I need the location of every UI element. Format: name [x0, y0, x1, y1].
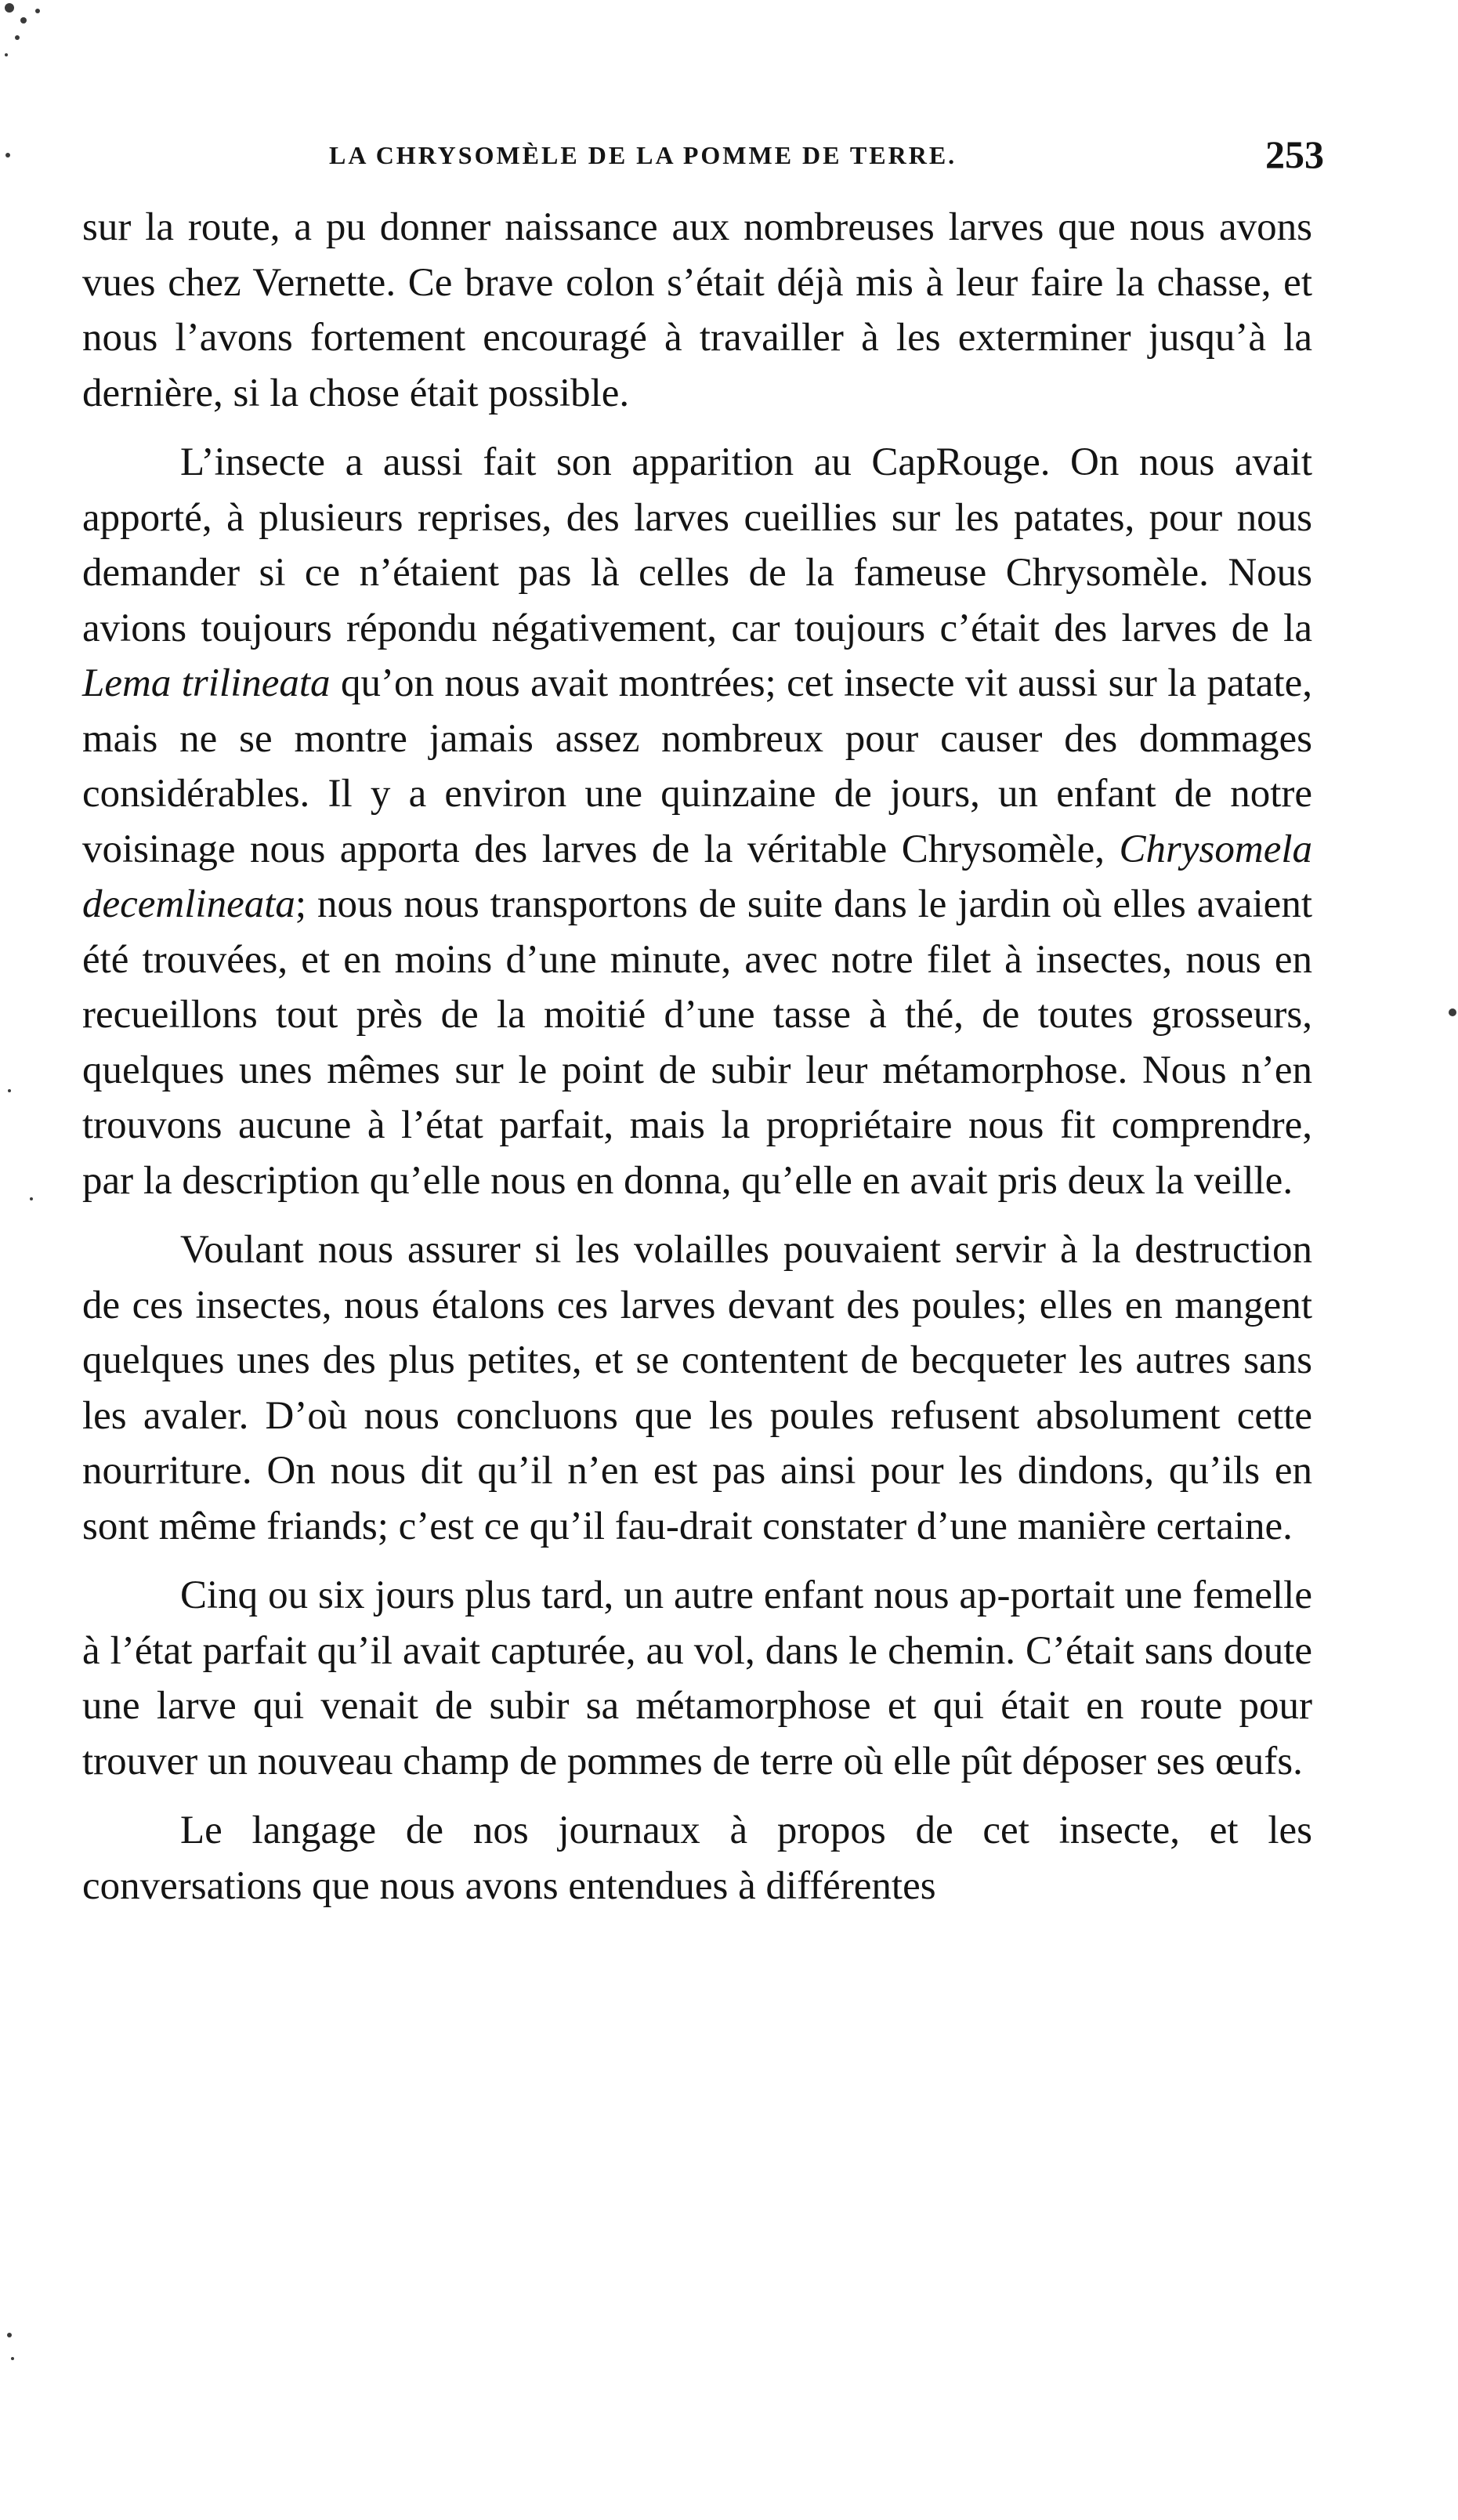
paragraph-3 — [82, 1222, 1312, 1554]
paragraph-2-text-c: ; nous nous transportons de suite dans le jardin où elles avaient été trouvées, et en moins d’une minute, avec notre filet à insectes, nous en recueillons tout près de la moitié d’une tasse à thé, de toutes grosseurs, quelques unes mêmes sur le point de subir leur métamorphose. Nous n’en trouvons aucune à l’état parfait, mais la propriétaire nous fit comprendre, par la description qu’elle nous en donna, qu’elle en avait pris deux la veille. — [82, 882, 1312, 1203]
body-text — [82, 200, 1312, 1914]
page-number: 253 — [1265, 132, 1324, 176]
running-title: LA CHRYSOMÈLE DE LA POMME DE TERRE. — [329, 141, 957, 169]
species-name-lema: Lema trilineata — [82, 661, 331, 705]
paragraph-2-text-b: qu’on nous avait montrées; cet insecte vit aussi sur la patate, mais ne se montre jamais assez nombreux pour causer des dommages considérables. Il y a environ une quinzaine de jours, un enfant de notre voisinage nous apporta des larves de la véritable Chrysomèle, — [82, 661, 1312, 871]
paragraph-2 — [82, 435, 1312, 1208]
paragraph-4 — [82, 1568, 1312, 1789]
paragraph-3-text: Voulant nous assurer si les volailles pouvaient servir à la destruction de ces insectes, nous étalons ces larves devant des poules; elles en mangent quelques unes des plus petites, et se contentent de becqueter les autres sans les avaler. D’où nous concluons que les poules refusent absolument cette nourriture. On nous dit qu’il n’en est pas ainsi pour les dindons, qu’ils en sont même friands; c’est ce qu’il fau-drait constater d’une manière certaine. — [82, 1228, 1312, 1548]
page-header — [329, 132, 1324, 186]
species-name-chrysomela: Chrysomela decemlineata — [82, 827, 1312, 926]
paragraph-1-text: sur la route, a pu donner naissance aux nombreuses larves que nous avons vues chez Vernette. Ce brave colon s’était déjà mis à leur faire la chasse, et nous l’avons fortement encouragé à travailler à les exterminer jusqu’à la dernière, si la chose était possible. — [82, 205, 1312, 415]
paragraph-4-text: Cinq ou six jours plus tard, un autre enfant nous ap-portait une femelle à l’état parfait qu’il avait capturée, au vol, dans le chemin. C’était sans doute une larve qui venait de subir sa métamorphose et qui était en route pour trouver un nouveau champ de pommes de terre où elle pût déposer ses œufs. — [82, 1573, 1312, 1783]
paragraph-5 — [82, 1803, 1312, 1914]
paragraph-5-text: Le langage de nos journaux à propos de cet insecte, et les conversations que nous avons entendues à différentes — [82, 1809, 1312, 1908]
paragraph-2-text-a: L’insecte a aussi fait son apparition au CapRouge. On nous avait apporté, à plusieurs reprises, des larves cueillies sur les patates, pour nous demander si ce n’étaient pas là celles de la fameuse Chrysomèle. Nous avions toujours répondu négativement, car toujours c’était des larves de la — [82, 440, 1312, 650]
paragraph-1 — [82, 200, 1312, 421]
